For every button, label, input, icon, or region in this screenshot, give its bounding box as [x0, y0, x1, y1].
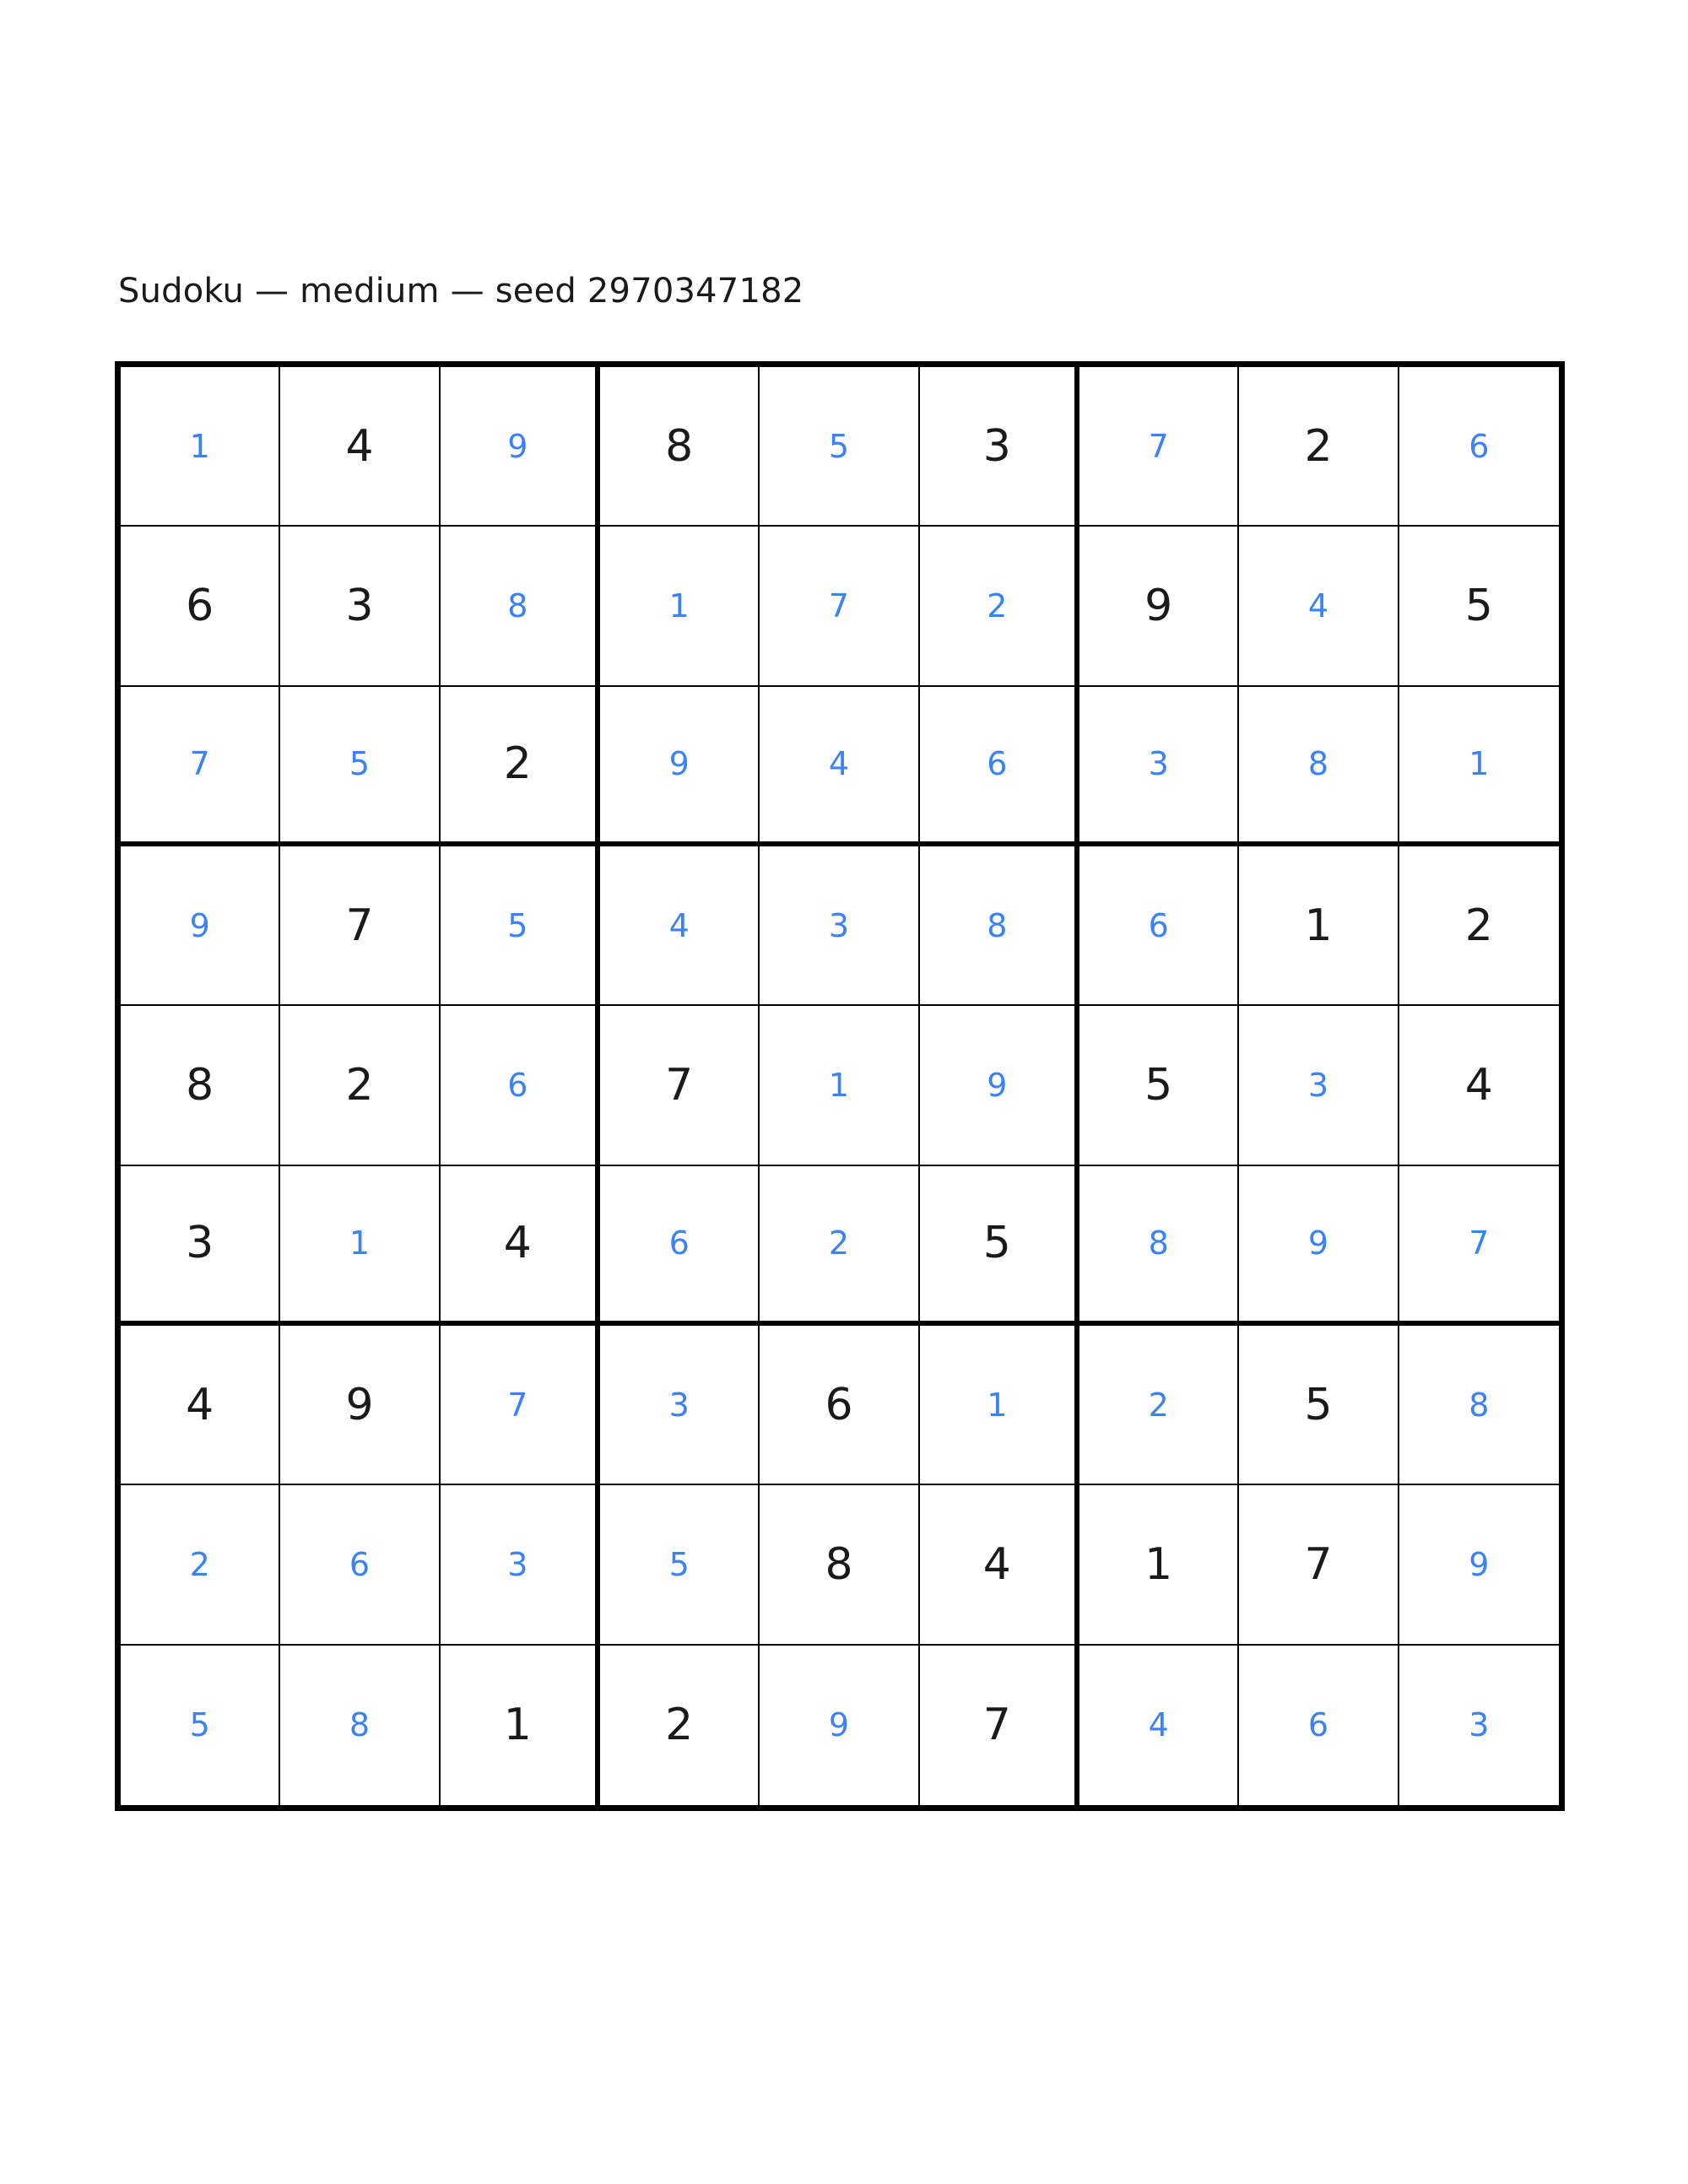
sudoku-cell-r4-c7[interactable]: 6: [1079, 846, 1239, 1006]
sudoku-cell-r6-c7[interactable]: 8: [1079, 1166, 1239, 1326]
sudoku-cell-r8-c5[interactable]: 8: [760, 1485, 919, 1645]
sudoku-cell-r5-c1[interactable]: 8: [121, 1006, 280, 1165]
sudoku-cell-r6-c6[interactable]: 5: [920, 1166, 1079, 1326]
sudoku-cell-r7-c9[interactable]: 8: [1399, 1326, 1559, 1485]
sudoku-cell-r5-c7[interactable]: 5: [1079, 1006, 1239, 1165]
sudoku-board: [115, 361, 1565, 1811]
sudoku-cell-r9-c9[interactable]: 3: [1469, 1706, 1490, 1744]
sudoku-cell-r8-c3[interactable]: 3: [441, 1485, 600, 1645]
sudoku-cell-r8-c9[interactable]: 9: [1399, 1485, 1559, 1645]
sudoku-cell-r5-c3[interactable]: 6: [441, 1006, 600, 1165]
sudoku-cell-r1-c3[interactable]: 9: [441, 367, 600, 527]
sudoku-cell-r8-c1[interactable]: 2: [121, 1485, 280, 1645]
sudoku-cell-r6-c4[interactable]: 6: [600, 1166, 760, 1326]
sudoku-cell-r2-c6[interactable]: 2: [920, 527, 1079, 686]
sudoku-cell-r7-c2[interactable]: 9: [280, 1326, 440, 1485]
sudoku-cell-r3-c7[interactable]: 3: [1079, 687, 1239, 846]
sudoku-cell-r5-c4[interactable]: 7: [600, 1006, 760, 1165]
sudoku-cell-r7-c4[interactable]: 3: [600, 1326, 760, 1485]
sudoku-cell-r9-c2[interactable]: 8: [280, 1646, 440, 1805]
sudoku-cell-r8-c4[interactable]: 5: [600, 1485, 760, 1645]
sudoku-cell-r5-c9[interactable]: 4: [1399, 1006, 1559, 1165]
sudoku-grid: [121, 367, 1559, 1805]
sudoku-cell-r7-c6[interactable]: 1: [920, 1326, 1079, 1485]
sudoku-cell-r5-c5[interactable]: 1: [760, 1006, 919, 1165]
sudoku-cell-r1-c5[interactable]: 5: [760, 367, 919, 527]
sudoku-cell-r2-c7[interactable]: 9: [1079, 527, 1239, 686]
sudoku-cell-r2-c2[interactable]: 3: [280, 527, 440, 686]
sudoku-cell-r9-c7[interactable]: 4: [1079, 1646, 1239, 1805]
sudoku-cell-r5-c2[interactable]: 2: [280, 1006, 440, 1165]
sudoku-cell-r2-c8[interactable]: 4: [1239, 527, 1399, 686]
sudoku-cell-r6-c3[interactable]: 4: [441, 1166, 600, 1326]
sudoku-cell-r9-c6[interactable]: 7: [920, 1646, 1079, 1805]
sudoku-cell-r3-c6[interactable]: 6: [920, 687, 1079, 846]
sudoku-cell-r1-c8[interactable]: 2: [1239, 367, 1399, 527]
sudoku-cell-r3-c9[interactable]: 1: [1399, 687, 1559, 846]
sudoku-cell-r3-c5[interactable]: 4: [760, 687, 919, 846]
sudoku-cell-r3-c2[interactable]: 5: [280, 687, 440, 846]
sudoku-cell-r4-c3[interactable]: 5: [441, 846, 600, 1006]
sudoku-cell-r1-c7[interactable]: 7: [1079, 367, 1239, 527]
sudoku-cell-r4-c2[interactable]: 7: [280, 846, 440, 1006]
sudoku-cell-r6-c9[interactable]: 7: [1399, 1166, 1559, 1326]
sudoku-cell-r2-c5[interactable]: 7: [760, 527, 919, 686]
sudoku-cell-r4-c5[interactable]: 3: [760, 846, 919, 1006]
sudoku-cell-r5-c6[interactable]: 9: [920, 1006, 1079, 1165]
sudoku-cell-r3-c8[interactable]: 8: [1239, 687, 1399, 846]
sudoku-cell-r8-c6[interactable]: 4: [920, 1485, 1079, 1645]
sudoku-cell-r9-c3[interactable]: 1: [441, 1646, 600, 1805]
sudoku-cell-r6-c1[interactable]: 3: [121, 1166, 280, 1326]
sudoku-cell-r2-c1[interactable]: 6: [121, 527, 280, 686]
sudoku-cell-r1-c2[interactable]: 4: [280, 367, 440, 527]
sudoku-cell-r8-c8[interactable]: 7: [1239, 1485, 1399, 1645]
sudoku-cell-r3-c3[interactable]: 2: [441, 687, 600, 846]
sudoku-cell-r8-c7[interactable]: 1: [1079, 1485, 1239, 1645]
sudoku-cell-r1-c6[interactable]: 3: [920, 367, 1079, 527]
sudoku-cell-r5-c8[interactable]: 3: [1239, 1006, 1399, 1165]
sudoku-cell-r7-c3[interactable]: 7: [441, 1326, 600, 1485]
page-title: Sudoku — medium — seed 2970347182: [118, 272, 804, 311]
sudoku-cell-r9-c4[interactable]: 2: [600, 1646, 760, 1805]
sudoku-cell-r7-c7[interactable]: 2: [1079, 1326, 1239, 1485]
sudoku-cell-r3-c1[interactable]: 7: [121, 687, 280, 846]
sudoku-cell-r9-c5[interactable]: 9: [760, 1646, 919, 1805]
sudoku-cell-r4-c1[interactable]: 9: [121, 846, 280, 1006]
sudoku-cell-r7-c5[interactable]: 6: [760, 1326, 919, 1485]
sudoku-cell-r6-c5[interactable]: 2: [760, 1166, 919, 1326]
sudoku-cell-r7-c1[interactable]: 4: [121, 1326, 280, 1485]
sudoku-cell-r4-c9[interactable]: 2: [1399, 846, 1559, 1006]
sudoku-cell-r9-c8[interactable]: 6: [1239, 1646, 1399, 1805]
sudoku-cell-r8-c2[interactable]: 6: [280, 1485, 440, 1645]
sudoku-cell-r4-c8[interactable]: 1: [1239, 846, 1399, 1006]
sudoku-cell-r1-c4[interactable]: 8: [600, 367, 760, 527]
sudoku-cell-r2-c9[interactable]: 5: [1399, 527, 1559, 686]
sudoku-cell-r6-c2[interactable]: 1: [280, 1166, 440, 1326]
sudoku-cell-r2-c3[interactable]: 8: [441, 527, 600, 686]
sudoku-cell-r6-c8[interactable]: 9: [1239, 1166, 1399, 1326]
sudoku-cell-r2-c4[interactable]: 1: [600, 527, 760, 686]
sudoku-cell-r4-c6[interactable]: 8: [920, 846, 1079, 1006]
sudoku-cell-r3-c4[interactable]: 9: [600, 687, 760, 846]
sudoku-cell-r1-c9[interactable]: 6: [1399, 367, 1559, 527]
sudoku-cell-r1-c1[interactable]: 1: [121, 367, 280, 527]
sudoku-cell-r4-c4[interactable]: 4: [600, 846, 760, 1006]
sudoku-cell-r7-c8[interactable]: 5: [1239, 1326, 1399, 1485]
sudoku-cell-r9-c1[interactable]: 5: [121, 1646, 280, 1805]
